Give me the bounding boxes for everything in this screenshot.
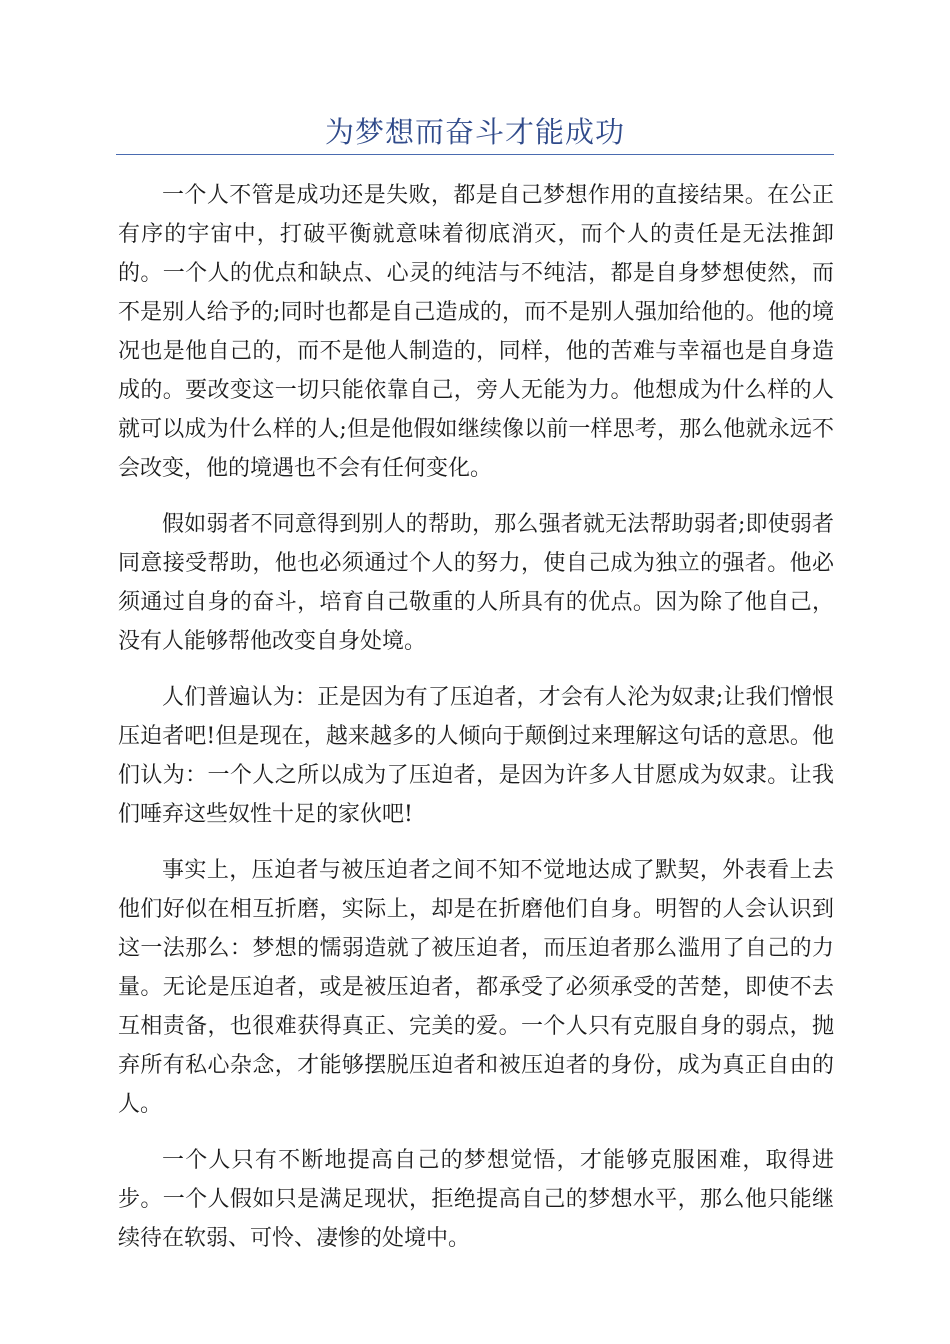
title-underline: [116, 154, 834, 155]
paragraph-1: 一个人不管是成功还是失败，都是自己梦想作用的直接结果。在公正有序的宇宙中，打破平衡就意味着彻底消灭，而个人的责任是无法推卸的。一个人的优点和缺点、心灵的纯洁与不纯洁，都是自身梦想使然，而不是别人给予的;同时也都是自己造成的，而不是别人强加给他的。他的境况也是他自己的，而不是他人制造的，同样，他的苦难与幸福也是自身造成的。要改变这一切只能依靠自己，旁人无能为力。他想成为什么样的人就可以成为什么样的人;但是他假如继续像以前一样思考，那么他就永远不会改变，他的境遇也不会有任何变化。: [118, 183, 834, 481]
paragraph-4: 事实上，压迫者与被压迫者之间不知不觉地达成了默契，外表看上去他们好似在相互折磨，实际上，却是在折磨他们自身。明智的人会认识到这一法那么：梦想的懦弱造就了被压迫者，而压迫者那么滥用了自己的力量。无论是压迫者，或是被压迫者，都承受了必须承受的苦楚，即使不去互相责备，也很难获得真正、完美的爱。一个人只有克服自身的弱点，抛弃所有私心杂念，才能够摆脱压迫者和被压迫者的身份，成为真正自由的人。: [118, 858, 834, 1117]
document-title: 为梦想而奋斗才能成功: [324, 115, 625, 149]
document-body: [118, 176, 834, 1275]
paragraph-3: 人们普遍认为：正是因为有了压迫者，才会有人沦为奴隶;让我们憎恨压迫者吧!但是现在，越来越多的人倾向于颠倒过来理解这句话的意思。他们认为：一个人之所以成为了压迫者，是因为许多人甘愿成为奴隶。让我们唾弃这些奴性十足的家伙吧!: [118, 685, 834, 827]
paragraph-2: 假如弱者不同意得到别人的帮助，那么强者就无法帮助弱者;即使弱者同意接受帮助，他也必须通过个人的努力，使自己成为独立的强者。他必须通过自身的奋斗，培育自己敬重的人所具有的优点。因为除了他自己，没有人能够帮他改变自身处境。: [118, 512, 834, 654]
paragraph-5: 一个人只有不断地提高自己的梦想觉悟，才能够克服困难，取得进步。一个人假如只是满足现状，拒绝提高自己的梦想水平，那么他只能继续待在软弱、可怜、凄惨的处境中。: [118, 1148, 834, 1251]
